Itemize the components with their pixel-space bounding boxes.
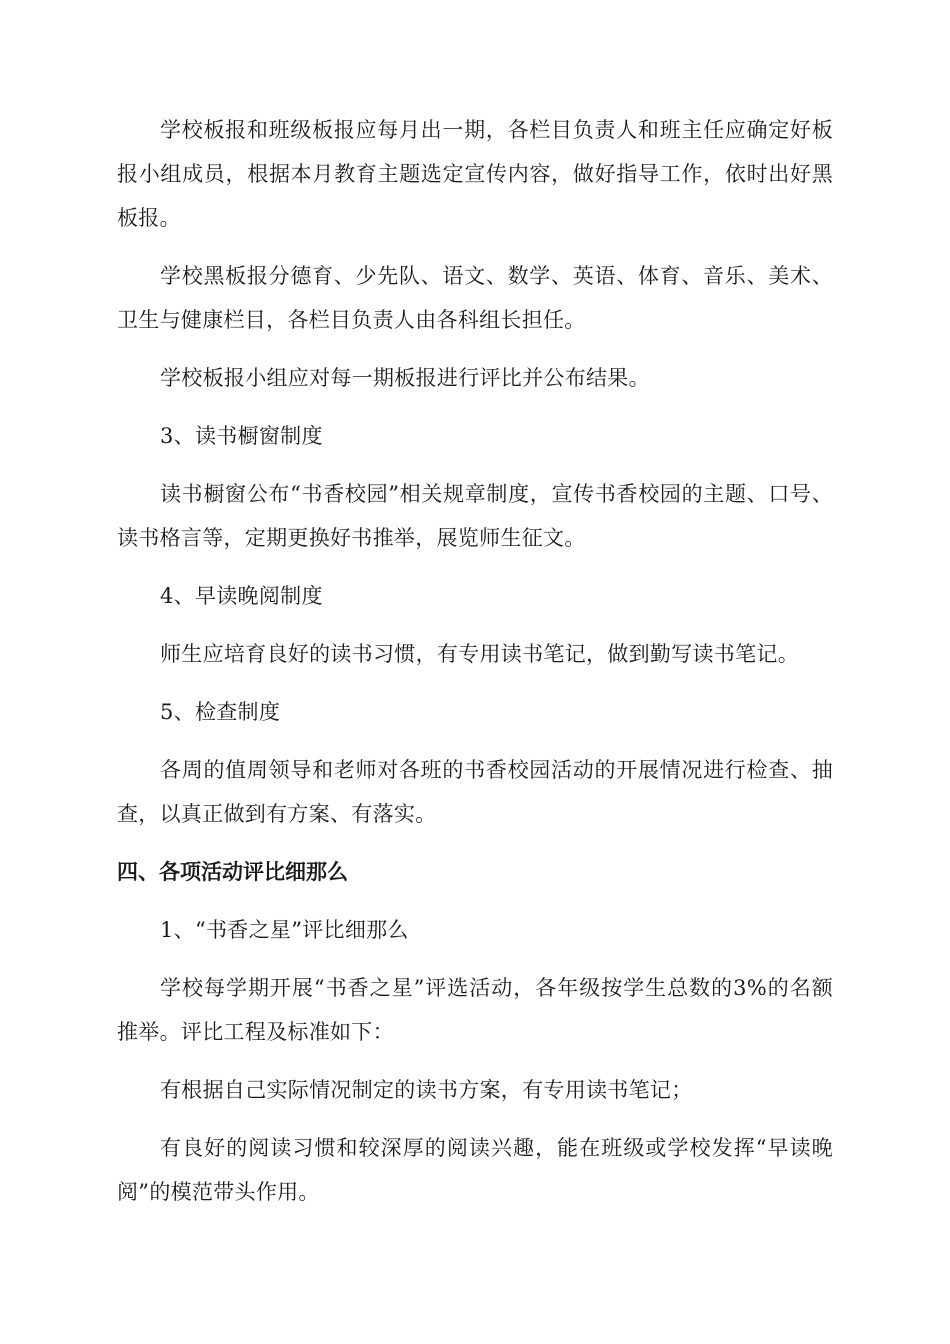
paragraph-criterion-habits: 有良好的阅读习惯和较深厚的阅读兴趣，能在班级或学校发挥“早读晚阅”的模范带头作用。 — [117, 1136, 833, 1204]
paragraph-blackboard-columns: 学校黑板报分德育、少先队、语文、数学、英语、体育、音乐、美术、卫生与健康栏目，各栏目负责人由各科组长担任。 — [117, 264, 833, 332]
paragraph-morning-reading: 师生应培育良好的读书习惯，有专用读书笔记，做到勤写读书笔记。 — [160, 642, 799, 666]
paragraph-inspection: 各周的值周领导和老师对各班的书香校园活动的开展情况进行检查、抽查，以真正做到有方案、有落实。 — [117, 758, 833, 826]
paragraph-blackboard-evaluation: 学校板报小组应对每一期板报进行评比并公布结果。 — [160, 366, 650, 390]
section-heading-activity-rules: 四、各项活动评比细那么 — [117, 860, 348, 884]
paragraph-reading-window: 读书橱窗公布“书香校园”相关规章制度，宣传书香校园的主题、口号、读书格言等，定期更换好书推举，展览师生征文。 — [117, 482, 833, 550]
paragraph-blackboard-schedule: 学校板报和班级板报应每月出一期，各栏目负责人和班主任应确定好板报小组成员，根据本月教育主题选定宣传内容，做好指导工作，依时出好黑板报。 — [117, 118, 833, 230]
paragraph-criterion-plan: 有根据自己实际情况制定的读书方案，有专用读书笔记； — [160, 1078, 693, 1102]
subheading-reading-window: 3、读书橱窗制度 — [160, 424, 323, 448]
paragraph-reading-star-selection: 学校每学期开展“书香之星”评选活动，各年级按学生总数的3%的名额推举。评比工程及标准如下： — [117, 976, 833, 1044]
document-body — [117, 108, 833, 1228]
subheading-inspection: 5、检查制度 — [160, 700, 281, 724]
subheading-morning-reading: 4、早读晚阅制度 — [160, 584, 323, 608]
subheading-reading-star: 1、“书香之星”评比细那么 — [160, 918, 409, 942]
